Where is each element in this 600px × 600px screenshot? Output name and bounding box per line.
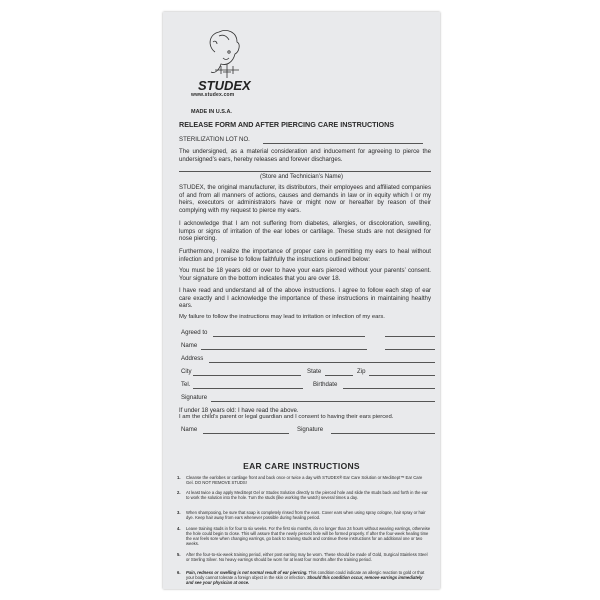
zip-field[interactable]	[369, 375, 435, 376]
ear-care-item-2: 2. At least twice a day apply MediSept Gel or Studex Solution directly to the pierced hole and slide the studs back and forth in the ear to work the solution into the hole. Turn the studs (like working the watch) several times a day.	[177, 490, 428, 501]
birthdate-field[interactable]	[343, 388, 435, 389]
city-field[interactable]	[193, 375, 301, 376]
ear-care-item-6: 6. Pain, redness or swelling is not normal result of ear piercing. This condition could indicate an allergic reaction to gold or that your body cannot tolerate a foreign object in the skin or infection. Should this condition occur, remove earrings immediately and see your physician at once.	[177, 570, 425, 586]
form-title: RELEASE FORM AND AFTER PIERCING CARE INSTRUCTIONS	[179, 120, 395, 129]
store-name-line[interactable]	[179, 171, 431, 172]
under18-line2: I am the child’s parent or legal guardian and I consent to having their ears pierced.	[179, 414, 394, 420]
website-text: www.studex.com	[191, 92, 235, 98]
furthermore-paragraph: Furthermore, I realize the importance of proper care in permitting my ears to heal without infection and promise to follow faithfully the instructions outlined below:	[179, 248, 431, 263]
intro-paragraph: The undersigned, as a material consideration and inducement for agreeing to pierce the undersigned’s ears, hereby releases and forever discharges.	[179, 148, 431, 163]
ear-care-item-5: 5. After the four-to-six-week training period, either post earring may be worn. These should be made of Gold, Surgical Stainless Steel or Sterling Silver. No heavy earrings should be worn for at least four months after the training period.	[177, 552, 428, 563]
tel-field[interactable]	[193, 388, 303, 389]
ear-care-item-4: 4. Leave training studs in for four to six weeks. For the first six months, do no longer than 24 hours without wearing earrings, otherwise the hole could begin to close. This will assure that the newly pierced hole will be formed properly. If after the four-week healing time the ear feels sore when changing earrings, go back to training studs and continue these instructions for an additional one or two weeks.	[177, 526, 431, 547]
logo-wordmark: STUDEX	[198, 78, 251, 92]
release-form-card	[163, 12, 440, 589]
made-in-text: MADE IN U.S.A.	[191, 109, 232, 115]
agreed-to-label: Agreed to	[181, 329, 208, 336]
name-field[interactable]	[201, 349, 367, 350]
agreed-to-date-field[interactable]	[385, 336, 435, 337]
city-label: City	[181, 368, 192, 375]
studex-logo-icon	[193, 22, 257, 92]
ear-care-heading: EAR CARE INSTRUCTIONS	[243, 461, 360, 471]
address-field[interactable]	[209, 362, 435, 363]
store-caption: (Store and Technician’s Name)	[259, 173, 344, 180]
guardian-signature-field[interactable]	[331, 433, 435, 434]
birthdate-label: Birthdate	[313, 381, 338, 388]
guardian-signature-label: Signature	[297, 426, 324, 433]
name-extra-field[interactable]	[385, 349, 435, 350]
state-label: State	[307, 368, 322, 375]
under18-line1: If under 18 years old: I have read the above.	[179, 407, 299, 414]
state-field[interactable]	[325, 375, 353, 376]
address-label: Address	[181, 355, 204, 362]
age-notice-paragraph: You must be 18 years old or over to have your ears pierced without your parents’ consent. Your signature on the bottom indicates that you are over 18.	[179, 267, 431, 282]
signature-field[interactable]	[211, 401, 435, 402]
ear-care-item-3: 3. When shampooing, be sure that soap is completely rinsed from the ears. Cover ears when using spray cologne, hair spray or hair dye. Keep hair away from ears whenever possible during healing period.	[177, 510, 426, 521]
read-understood-paragraph: I have read and understand all of the above instructions. I agree to follow each step of ear care exactly and I acknowledge the importance of these instructions in maintaining healthy ears.	[179, 287, 431, 310]
agreed-to-field[interactable]	[213, 336, 365, 337]
guardian-name-label: Name	[181, 426, 198, 433]
failure-paragraph: My failure to follow the instructions may lead to irritation or infection of my ears.	[179, 314, 385, 320]
sterilization-label: STERILIZATION LOT NO.	[179, 136, 250, 143]
acknowledge-paragraph: I acknowledge that I am not suffering from diabetes, allergies, or discoloration, swelling, lumps or signs of irritation of the ear lobes or cartilage. These studs are not designed for nose piercing.	[179, 220, 431, 243]
signature-label: Signature	[181, 394, 208, 401]
sterilization-line[interactable]	[263, 143, 423, 144]
ear-care-item-1: 1. Cleanse the earlobes or cartilage front and back once or twice a day with STUDEX® Ear Care Solution or MediSept™ Ear Care Gel. DO NOT REMOVE STUDS!	[177, 475, 423, 486]
name-label: Name	[181, 342, 198, 349]
release-paragraph: STUDEX, the original manufacturer, its distributors, their employees and affiliated companies of and from all manners of actions, causes and demands in law or in equity which I or my heirs, executors or administrators have or might now or hereafter by reason of their complying with my request to pierce my ears.	[179, 184, 431, 214]
tel-label: Tel.	[181, 381, 191, 388]
zip-label: Zip	[357, 368, 366, 375]
guardian-name-field[interactable]	[203, 433, 289, 434]
